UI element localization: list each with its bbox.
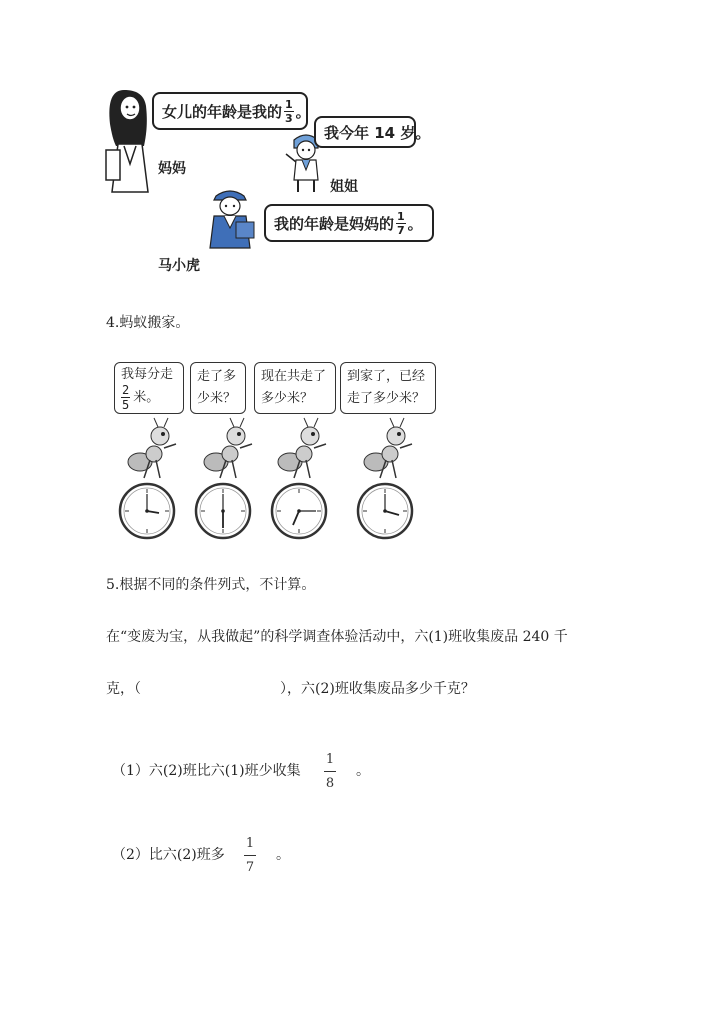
- q5-item1-denominator: 8: [325, 776, 335, 791]
- q5-title: 5.根据不同的条件列式，不计算。: [106, 577, 316, 593]
- q5-item2-text: （2）比六(2)班多: [112, 847, 225, 863]
- q4-title: 4.蚂蚁搬家。: [106, 315, 190, 331]
- mom-speech-bubble: [152, 92, 311, 130]
- sister-speech-bubble: [314, 116, 431, 148]
- boy-fraction-denominator: 7: [397, 223, 405, 237]
- q5-item2-numerator: 1: [245, 836, 255, 851]
- ant-bubble-4: [340, 362, 436, 414]
- boy-speech-end: 。: [407, 214, 423, 233]
- sister-name-label: 姐姐: [330, 179, 358, 195]
- ant-figure-4: [360, 416, 416, 482]
- q5-item1-text: （1）六(2)班比六(1)班少收集: [112, 763, 301, 779]
- ant-bubble-3-line1: 现在共走了: [261, 369, 327, 384]
- q5-problem-line1: 在“变废为宝，从我做起”的科学调查体验活动中，六(1)班收集废品 240 千: [106, 629, 568, 645]
- mom-fraction-numerator: 1: [285, 97, 293, 111]
- boy-figure: [206, 186, 258, 250]
- family-age-scene: [0, 0, 720, 290]
- ant-bubble-4-line2: 走了多少米？: [347, 391, 426, 406]
- ant-bubble-2-line2: 少米？: [197, 391, 237, 406]
- ant-bubble-1-frac-num: 2: [122, 383, 130, 397]
- q5-item1-fraction-bar: [324, 771, 336, 772]
- ant-bubble-3: [254, 362, 336, 414]
- q5-problem-line2-end: ），六(2)班收集废品多少千克？: [280, 681, 475, 697]
- boy-name-label: 马小虎: [158, 258, 200, 274]
- ant-bubble-1-fraction: [121, 384, 130, 411]
- mom-speech-end: 。: [295, 102, 311, 121]
- q5-problem-line2-start: 克，（: [106, 681, 141, 697]
- boy-speech-bubble: [264, 204, 434, 242]
- q5-item1-numerator: 1: [325, 752, 335, 767]
- ant-bubble-4-line1: 到家了，已经: [347, 369, 426, 384]
- ant-bubble-3-line2: 多少米？: [261, 391, 314, 406]
- boy-fraction: [396, 211, 406, 236]
- ant-bubble-2: [190, 362, 246, 414]
- q5-item2-fraction: [244, 836, 256, 875]
- clock-icon-1: [118, 482, 176, 540]
- ant-bubble-1-frac-den: 5: [122, 398, 130, 412]
- mom-fraction-denominator: 3: [285, 111, 293, 125]
- q5-item2-end: 。: [276, 847, 290, 863]
- mom-name-label: 妈妈: [158, 161, 186, 177]
- ant-bubble-1-line1: 我每分走: [121, 367, 174, 382]
- ant-figure-3: [274, 416, 330, 482]
- mom-speech-text: 女儿的年龄是我的: [162, 102, 283, 121]
- q5-item2-fraction-bar: [244, 855, 256, 856]
- boy-fraction-numerator: 1: [397, 209, 405, 223]
- q5-item1-end: 。: [356, 763, 370, 779]
- ant-bubble-1-line2: 米。: [133, 390, 160, 405]
- q5-condition-blank[interactable]: [156, 676, 276, 696]
- ant-bubble-2-line1: 走了多: [197, 369, 237, 384]
- q5-item2-denominator: 7: [245, 860, 255, 875]
- clock-icon-2: [194, 482, 252, 540]
- clock-icon-4: [356, 482, 414, 540]
- mom-fraction: [284, 99, 294, 124]
- ant-figure-2: [200, 416, 256, 482]
- ant-bubble-1: [114, 362, 184, 414]
- q5-item1-fraction: [324, 752, 336, 791]
- boy-speech-text: 我的年龄是妈妈的: [274, 214, 395, 233]
- sister-speech-text: 我今年 14 岁。: [324, 123, 431, 142]
- ant-figure-1: [124, 416, 180, 482]
- clock-icon-3: [270, 482, 328, 540]
